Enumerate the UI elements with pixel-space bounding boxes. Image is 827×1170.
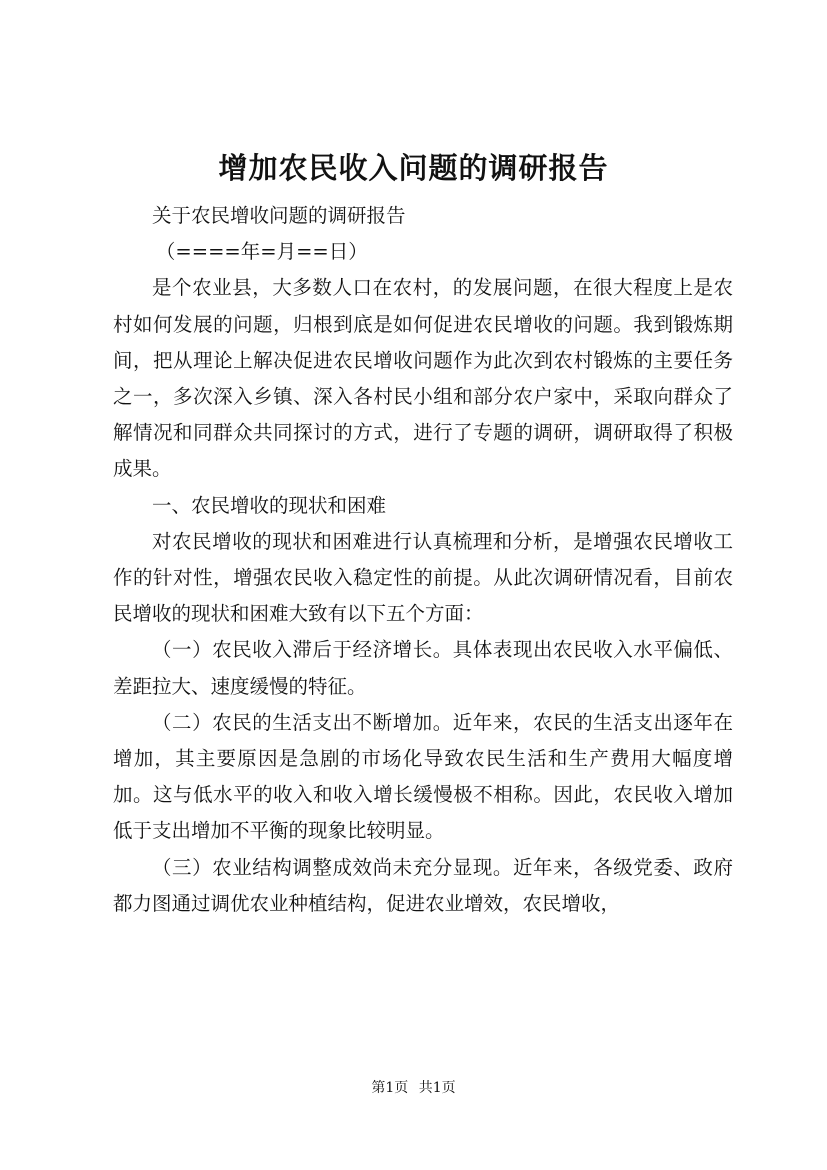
section-1-paragraph: 对农民增收的现状和困难进行认真梳理和分析，是增强农民增收工作的针对性，增强农民收入稳定性的前提。从此次调研情况看，目前农民增收的现状和困难大致有以下五个方面：: [113, 529, 733, 626]
section-heading-1: 一、农民增收的现状和困难: [152, 493, 387, 517]
document-body: [113, 198, 733, 922]
point-1-paragraph: （一）农民收入滞后于经济增长。具体表现出农民收入水平偏低、差距拉大、速度缓慢的特征。: [113, 638, 733, 698]
page-number: 第1页: [371, 1080, 409, 1096]
page-total: 共1页: [418, 1080, 456, 1096]
document-title: 增加农民收入问题的调研报告: [218, 151, 609, 185]
page-footer: [0, 1078, 827, 1098]
point-3-paragraph: （三）农业结构调整成效尚未充分显现。近年来，各级党委、政府都力图通过调优农业种植结构，促进农业增效，农民增收，: [113, 855, 733, 915]
subtitle-paragraph: 关于农民增收问题的调研报告: [152, 204, 406, 227]
intro-paragraph: 是个农业县，大多数人口在农村，的发展问题，在很大程度上是农村如何发展的问题，归根到底是如何促进农民增收的问题。我到锻炼期间，把从理论上解决促进农民增收问题作为此次到农村锻炼的主要任务之一，多次深入乡镇、深入各村民小组和部分农户家中，采取向群众了解情况和同群众共同探讨的方式，进行了专题的调研，调研取得了积极成果。: [113, 276, 733, 481]
date-paragraph: （====年=月==日）: [155, 240, 368, 264]
point-2-paragraph: （二）农民的生活支出不断增加。近年来，农民的生活支出逐年在增加，其主要原因是急剧的市场化导致农民生活和生产费用大幅度增加。这与低水平的收入和收入增长缓慢极不相称。因此，农民收入增加低于支出增加不平衡的现象比较明显。: [113, 710, 733, 843]
